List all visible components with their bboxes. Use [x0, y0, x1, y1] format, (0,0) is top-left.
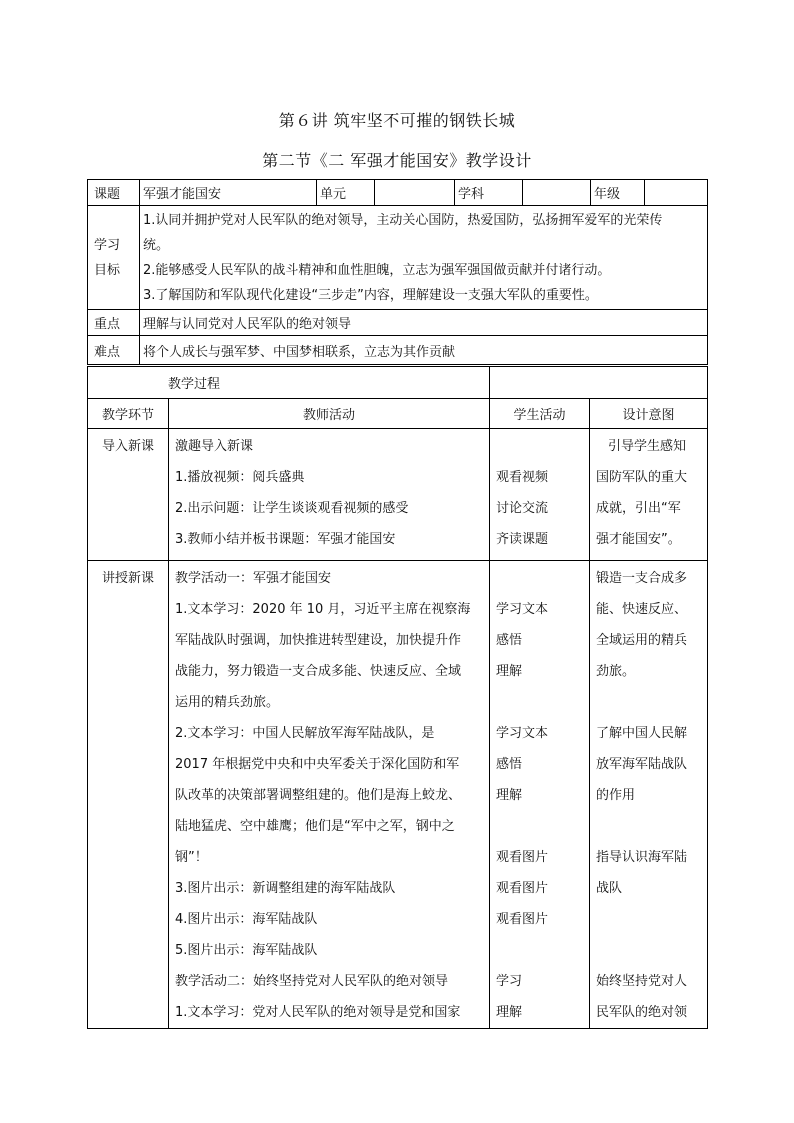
teacher-line: 1.播放视频：阅兵盛典 — [175, 470, 305, 485]
process-header-row — [88, 399, 708, 429]
intent-line — [596, 904, 701, 935]
intro-teacher — [169, 429, 490, 561]
student-line: 齐读课题 — [496, 532, 549, 547]
topic-value: 军强才能国安 — [140, 180, 317, 206]
teacher-line: 2017 年根据党中央和中央军委关于深化国防和军 — [175, 757, 460, 772]
intro-student — [490, 429, 590, 561]
intent-line: 全域运用的精兵 — [596, 633, 688, 648]
teacher-line: 4.图片出示：海军陆战队 — [175, 912, 318, 927]
student-line: 观看视频 — [496, 470, 549, 485]
new-student — [490, 561, 590, 1029]
goals-content — [140, 206, 708, 310]
goals-label-line: 目标 — [94, 262, 121, 278]
teacher-line: 队改革的决策部署调整组建的。他们是海上蛟龙、 — [175, 788, 462, 803]
intent-line: 成就，引出“军 — [596, 501, 681, 516]
student-line: 观看图片 — [496, 912, 549, 927]
unit-label: 单元 — [317, 180, 375, 206]
student-line: 理解 — [496, 664, 523, 679]
process-title-row — [88, 367, 708, 399]
difficulty-label: 难点 — [88, 336, 140, 365]
teacher-line: 5.图片出示：海军陆战队 — [175, 943, 318, 958]
key-point-row — [88, 310, 708, 336]
teacher-line: 2.文本学习：中国人民解放军海军陆战队，是 — [175, 726, 435, 741]
goal-line: 2.能够感受人民军队的战斗精神和血性胆魄，立志为强军强国做贡献并付诸行动。 — [143, 262, 611, 278]
new-stage — [88, 561, 169, 1029]
header-teacher: 教师活动 — [169, 399, 490, 429]
topic-label: 课题 — [88, 180, 140, 206]
difficulty-value: 将个人成长与强军梦、中国梦相联系，立志为其作贡献 — [140, 336, 708, 365]
intro-stage — [88, 429, 169, 561]
intent-line: 国防军队的重大 — [596, 470, 688, 485]
teacher-line: 陆地猛虎、空中雄鹰；他们是“军中之军，钢中之 — [175, 819, 455, 834]
teacher-line: 钢”！ — [175, 850, 208, 865]
student-line: 感悟 — [496, 633, 523, 648]
intent-line: 战队 — [596, 881, 623, 896]
intent-line: 的作用 — [596, 788, 636, 803]
teacher-line: 激趣导入新课 — [175, 439, 254, 454]
page-subtitle: 第二节《二 军强才能国安》教学设计 — [262, 151, 532, 170]
unit-value — [375, 180, 455, 206]
goals-label — [88, 206, 140, 310]
teacher-line: 运用的精兵劲旅。 — [175, 695, 280, 710]
grade-value — [645, 180, 708, 206]
teacher-line: 3.教师小结并板书课题：军强才能国安 — [175, 532, 396, 547]
difficulty-row — [88, 336, 708, 365]
new-teacher — [169, 561, 490, 1029]
teacher-line: 1.文本学习：党对人民军队的绝对领导是党和国家 — [175, 1005, 461, 1020]
teacher-line: 教学活动二：始终坚持党对人民军队的绝对领导 — [175, 974, 449, 989]
intent-line: 锻造一支合成多 — [596, 571, 688, 586]
student-line — [496, 431, 583, 462]
teacher-line: 2.出示问题：让学生谈谈观看视频的感受 — [175, 501, 409, 516]
header-student: 学生活动 — [490, 399, 590, 429]
teacher-line: 战能力，努力锻造一支合成多能、快速反应、全域 — [175, 664, 462, 679]
page-title: 第６讲 筑牢坚不可摧的钢铁长城 — [278, 111, 516, 130]
goals-row — [88, 206, 708, 310]
student-line: 理解 — [496, 1005, 523, 1020]
new-intent — [590, 561, 708, 1029]
goal-line: 统。 — [143, 237, 170, 253]
goal-line: 1.认同并拥护党对人民军队的绝对领导，主动关心国防，热爱国防，弘扬拥军爱军的光荣传 — [143, 212, 663, 228]
goals-label-line: 学习 — [94, 237, 121, 253]
intent-line: 始终坚持党对人 — [596, 974, 688, 989]
student-line — [496, 687, 583, 718]
intent-line: 能、快速反应、 — [596, 602, 688, 617]
intro-row — [88, 429, 708, 561]
subject-label: 学科 — [455, 180, 523, 206]
intent-line: 了解中国人民解 — [596, 726, 688, 741]
teacher-line: 军陆战队时强调，加快推进转型建设，加快提升作 — [175, 633, 462, 648]
process-title: 教学过程 — [88, 367, 490, 399]
intent-line — [596, 811, 701, 842]
new-lesson-row — [88, 561, 708, 1029]
intent-line: 引导学生感知 — [608, 439, 687, 454]
intent-line: 指导认识海军陆 — [596, 850, 688, 865]
intent-line — [596, 687, 701, 718]
subject-value — [523, 180, 591, 206]
intent-line: 放军海军陆战队 — [596, 757, 688, 772]
student-line — [496, 811, 583, 842]
process-title-blank — [490, 367, 708, 399]
student-line: 观看图片 — [496, 850, 549, 865]
teacher-line: 1.文本学习：2020 年 10 月，习近平主席在视察海 — [175, 602, 471, 617]
teacher-line: 教学活动一：军强才能国安 — [175, 571, 332, 586]
intro-intent — [590, 429, 708, 561]
header-stage: 教学环节 — [88, 399, 169, 429]
student-line: 观看图片 — [496, 881, 549, 896]
student-line — [496, 935, 583, 966]
student-line: 学习文本 — [496, 726, 549, 741]
student-line: 讨论交流 — [496, 501, 549, 516]
intro-stage-label: 导入新课 — [101, 439, 154, 454]
student-line: 感悟 — [496, 757, 523, 772]
student-line: 学习 — [496, 974, 523, 989]
intent-line: 强才能国安”。 — [596, 532, 681, 547]
student-line: 学习文本 — [496, 602, 549, 617]
key-point-label: 重点 — [88, 310, 140, 336]
info-table — [87, 179, 708, 365]
student-line: 理解 — [496, 788, 523, 803]
info-row — [88, 180, 708, 206]
intent-line: 民军队的绝对领 — [596, 1005, 688, 1020]
intent-line — [596, 935, 701, 966]
header-intent: 设计意图 — [590, 399, 708, 429]
intent-line: 劲旅。 — [596, 664, 636, 679]
new-stage-label: 讲授新课 — [101, 571, 154, 586]
key-point-value: 理解与认同党对人民军队的绝对领导 — [140, 310, 708, 336]
process-table — [87, 366, 708, 1029]
student-line — [496, 563, 583, 594]
grade-label: 年级 — [591, 180, 645, 206]
teacher-line: 3.图片出示：新调整组建的海军陆战队 — [175, 881, 396, 896]
goal-line: 3.了解国防和军队现代化建设“三步走”内容，理解建设一支强大军队的重要性。 — [143, 287, 598, 303]
